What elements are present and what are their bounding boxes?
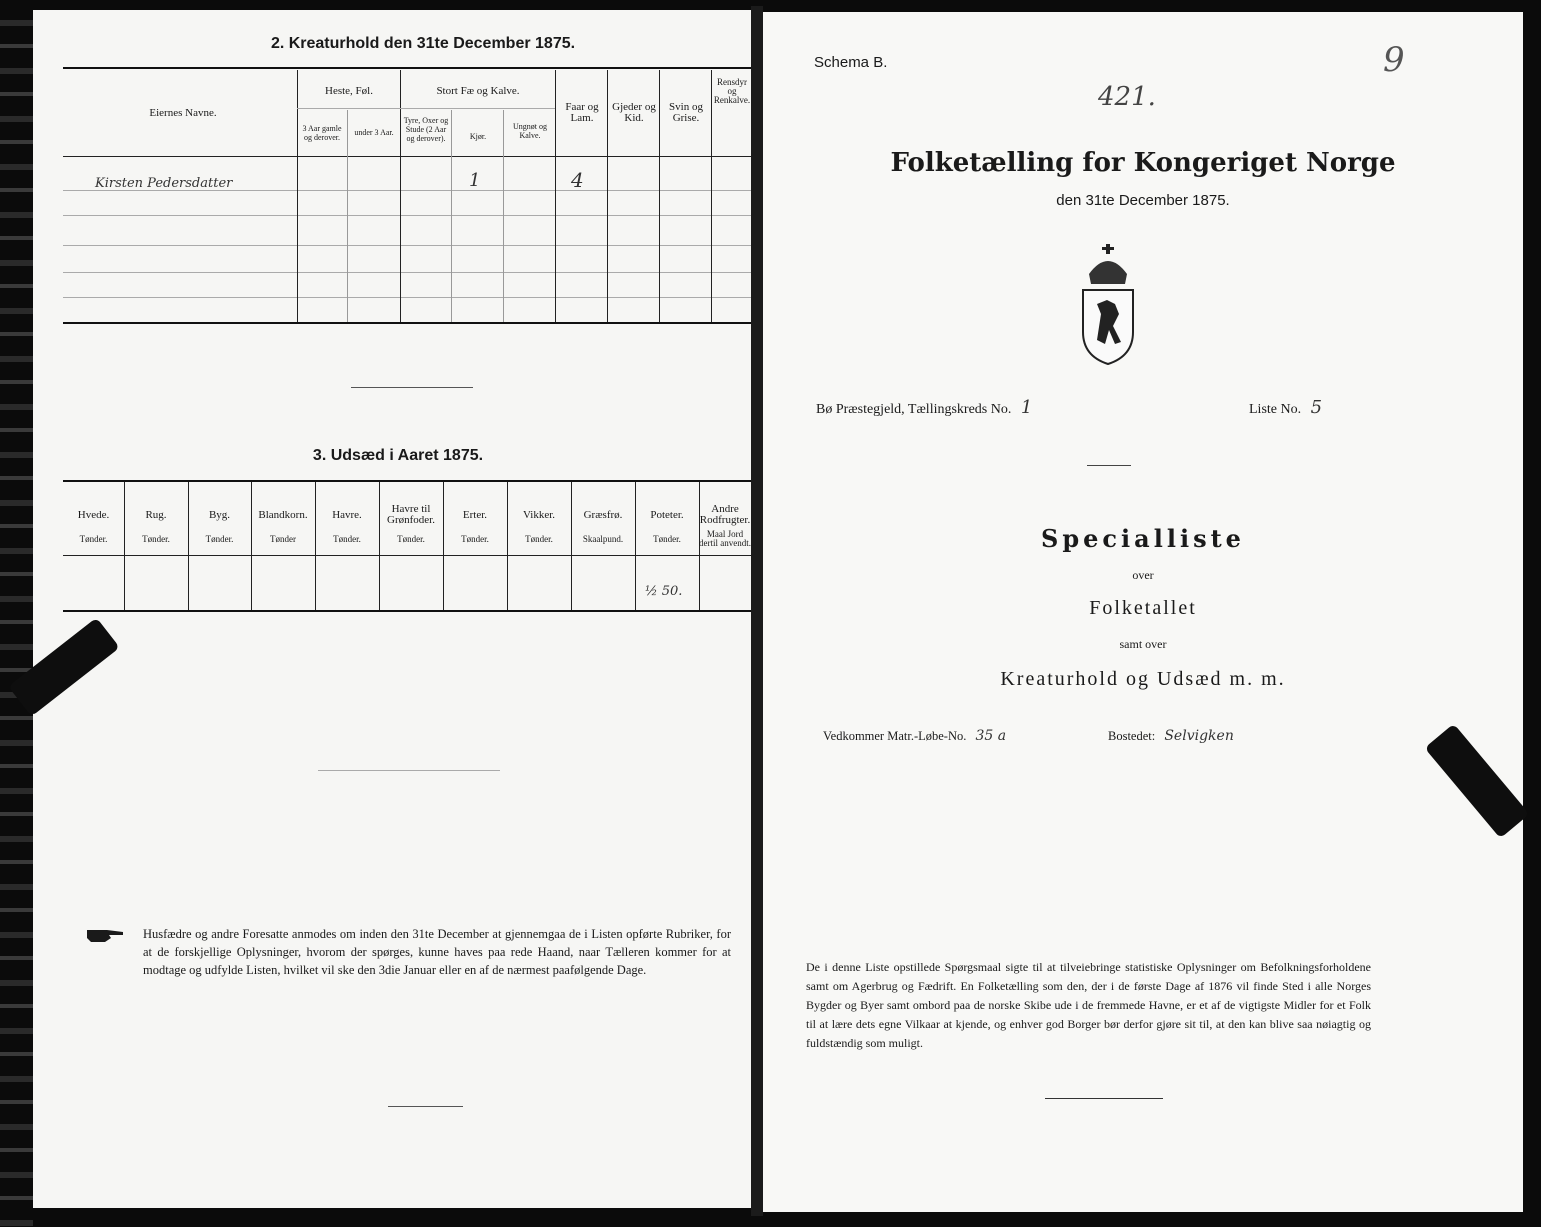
crop-unit-1: Tønder. xyxy=(142,534,170,544)
book-spine xyxy=(751,6,763,1216)
specialliste-heading: Specialliste xyxy=(1041,524,1245,553)
pointing-hand-icon xyxy=(85,922,125,944)
horse-young-header: under 3 Aar. xyxy=(354,128,394,137)
list-prefix: Liste No. xyxy=(1249,402,1302,417)
reindeer-header: Rensdyr og Renkalve. xyxy=(713,77,751,105)
bosted-value: Selvigken xyxy=(1164,728,1234,744)
matr-value: 35 a xyxy=(975,728,1007,744)
table3-bottom-rule xyxy=(63,610,751,612)
kreaturhold-heading: Kreaturhold og Udsæd m. m. xyxy=(1000,668,1286,690)
crop-header-3: Blandkorn. xyxy=(258,509,308,521)
table2-header-rule xyxy=(63,156,751,157)
crop-header-2: Byg. xyxy=(208,509,231,521)
crop-unit-6: Tønder. xyxy=(461,534,489,544)
district-label xyxy=(816,397,1032,418)
crop-header-9: Poteter. xyxy=(650,509,684,521)
crop-unit-9: Tønder. xyxy=(653,534,681,544)
crop-unit-10: Maal Jord dertil anvendt. xyxy=(699,529,751,548)
table2-bottom-rule xyxy=(63,322,751,324)
bosted-label-text: Bostedet: xyxy=(1108,729,1156,743)
table2-top-rule xyxy=(63,67,751,69)
folketallet-heading: Folketallet xyxy=(1089,597,1197,619)
divider-right-1 xyxy=(1087,465,1131,466)
crop-header-0: Hvede. xyxy=(77,509,110,521)
crop-header-10: Andre Rodfrugter. xyxy=(699,503,751,526)
bulls-header: Tyre, Oxer og Stude (2 Aar og derover). xyxy=(403,116,449,143)
crop-header-4: Havre. xyxy=(332,509,362,521)
crop-unit-7: Tønder. xyxy=(525,534,553,544)
crop-header-7: Vikker. xyxy=(522,509,556,521)
potatoes-entry: ½ 50. xyxy=(645,584,683,599)
district-prefix: Bø Præstegjeld, Tællingskreds No. xyxy=(816,402,1012,417)
crop-header-1: Rug. xyxy=(145,509,167,521)
matr-label-text: Vedkommer Matr.-Løbe-No. xyxy=(823,729,967,743)
footer-paragraph: De i denne Liste opstillede Spørgsmaal sigte til at tilveiebringe statistiske Oplysninger om Befolkningsforholdene samt om Agerbrug og Fædrift. En Folketælling som den, der i de første Dage af 1876 vil finde Sted i alle Norges Bygder og Byer samt ombord paa de norske Skibe ude i de fremmede Havne, er et af de vigtigste Midler for et Folk til at lære dets egne Vilkaar at kjende, og enhver god Borger bør derfor gjøre sit til, at den kan blive saa nøiagtig og fuldstændig som muligt. xyxy=(806,960,1371,1050)
list-number: 5 xyxy=(1310,397,1323,418)
page-title: Folketælling for Kongeriget Norge xyxy=(890,148,1396,178)
crop-unit-2: Tønder. xyxy=(205,534,234,544)
matr-label xyxy=(823,728,1006,744)
notice-paragraph: Husfædre og andre Foresatte anmodes om inden den 31te December at gjennemgaa de i Listen opførte Rubriker, for at de forskjellige Oplysninger, hvorom der spørges, kunne haves paa rede Haand, naar Tælleren kommer for at modtage og udfylde Listen, hvilket vil ske den 3die Januar eller en af de nærmest paafølgende Dage. xyxy=(143,927,731,977)
bosted-label xyxy=(1108,728,1234,744)
crop-unit-5: Tønder. xyxy=(397,534,425,544)
divider-mid xyxy=(318,770,500,771)
sheep-entry: 4 xyxy=(571,168,584,192)
right-edge-dark xyxy=(1523,0,1541,1227)
samt-over-text: samt over xyxy=(1119,637,1167,651)
right-page xyxy=(763,12,1523,1212)
crop-unit-0: Tønder. xyxy=(79,534,108,544)
schema-label: Schema B. xyxy=(814,54,888,71)
crop-unit-4: Tønder. xyxy=(333,534,361,544)
cows-entry: 1 xyxy=(469,170,481,191)
crop-header-5: Havre til Grønfoder. xyxy=(387,503,435,526)
page-subtitle: den 31te December 1875. xyxy=(1056,192,1230,209)
crop-header-8: Græsfrø. xyxy=(583,509,623,521)
left-edge-dark xyxy=(0,0,33,1227)
divider-short xyxy=(351,387,473,388)
coat-of-arms-icon xyxy=(1075,244,1141,366)
cows-header: Kjør. xyxy=(469,132,487,141)
section2-title: 2. Kreaturhold den 31te December 1875. xyxy=(270,35,576,52)
horse-old-header: 3 Aar gamle og derover. xyxy=(302,124,342,142)
divider-bottom xyxy=(388,1106,463,1107)
young-cattle-header: Ungnøt og Kalve. xyxy=(513,122,547,140)
horses-header: Heste, Føl. xyxy=(325,85,373,97)
pigs-header: Svin og Grise. xyxy=(669,101,703,124)
archive-number: 421. xyxy=(1098,82,1156,112)
divider-right-bottom xyxy=(1045,1098,1163,1099)
list-label xyxy=(1249,397,1322,418)
crop-unit-3: Tønder xyxy=(270,534,296,544)
cattle-header: Stort Fæ og Kalve. xyxy=(436,85,520,97)
crop-header-6: Erter. xyxy=(462,509,488,521)
sheep-header: Faar og Lam. xyxy=(565,101,599,124)
over-text: over xyxy=(1132,568,1154,582)
district-number: 1 xyxy=(1020,397,1033,418)
page-number: 9 xyxy=(1383,40,1405,80)
owner-name-entry: Kirsten Pedersdatter xyxy=(95,176,233,191)
goats-header: Gjeder og Kid. xyxy=(612,101,656,124)
crop-unit-8: Skaalpund. xyxy=(582,534,624,544)
left-page xyxy=(33,10,751,1208)
section3-title: 3. Udsæd i Aaret 1875. xyxy=(312,447,484,464)
table3-top-rule xyxy=(63,480,751,482)
owner-column-header: Eiernes Navne. xyxy=(149,107,217,119)
